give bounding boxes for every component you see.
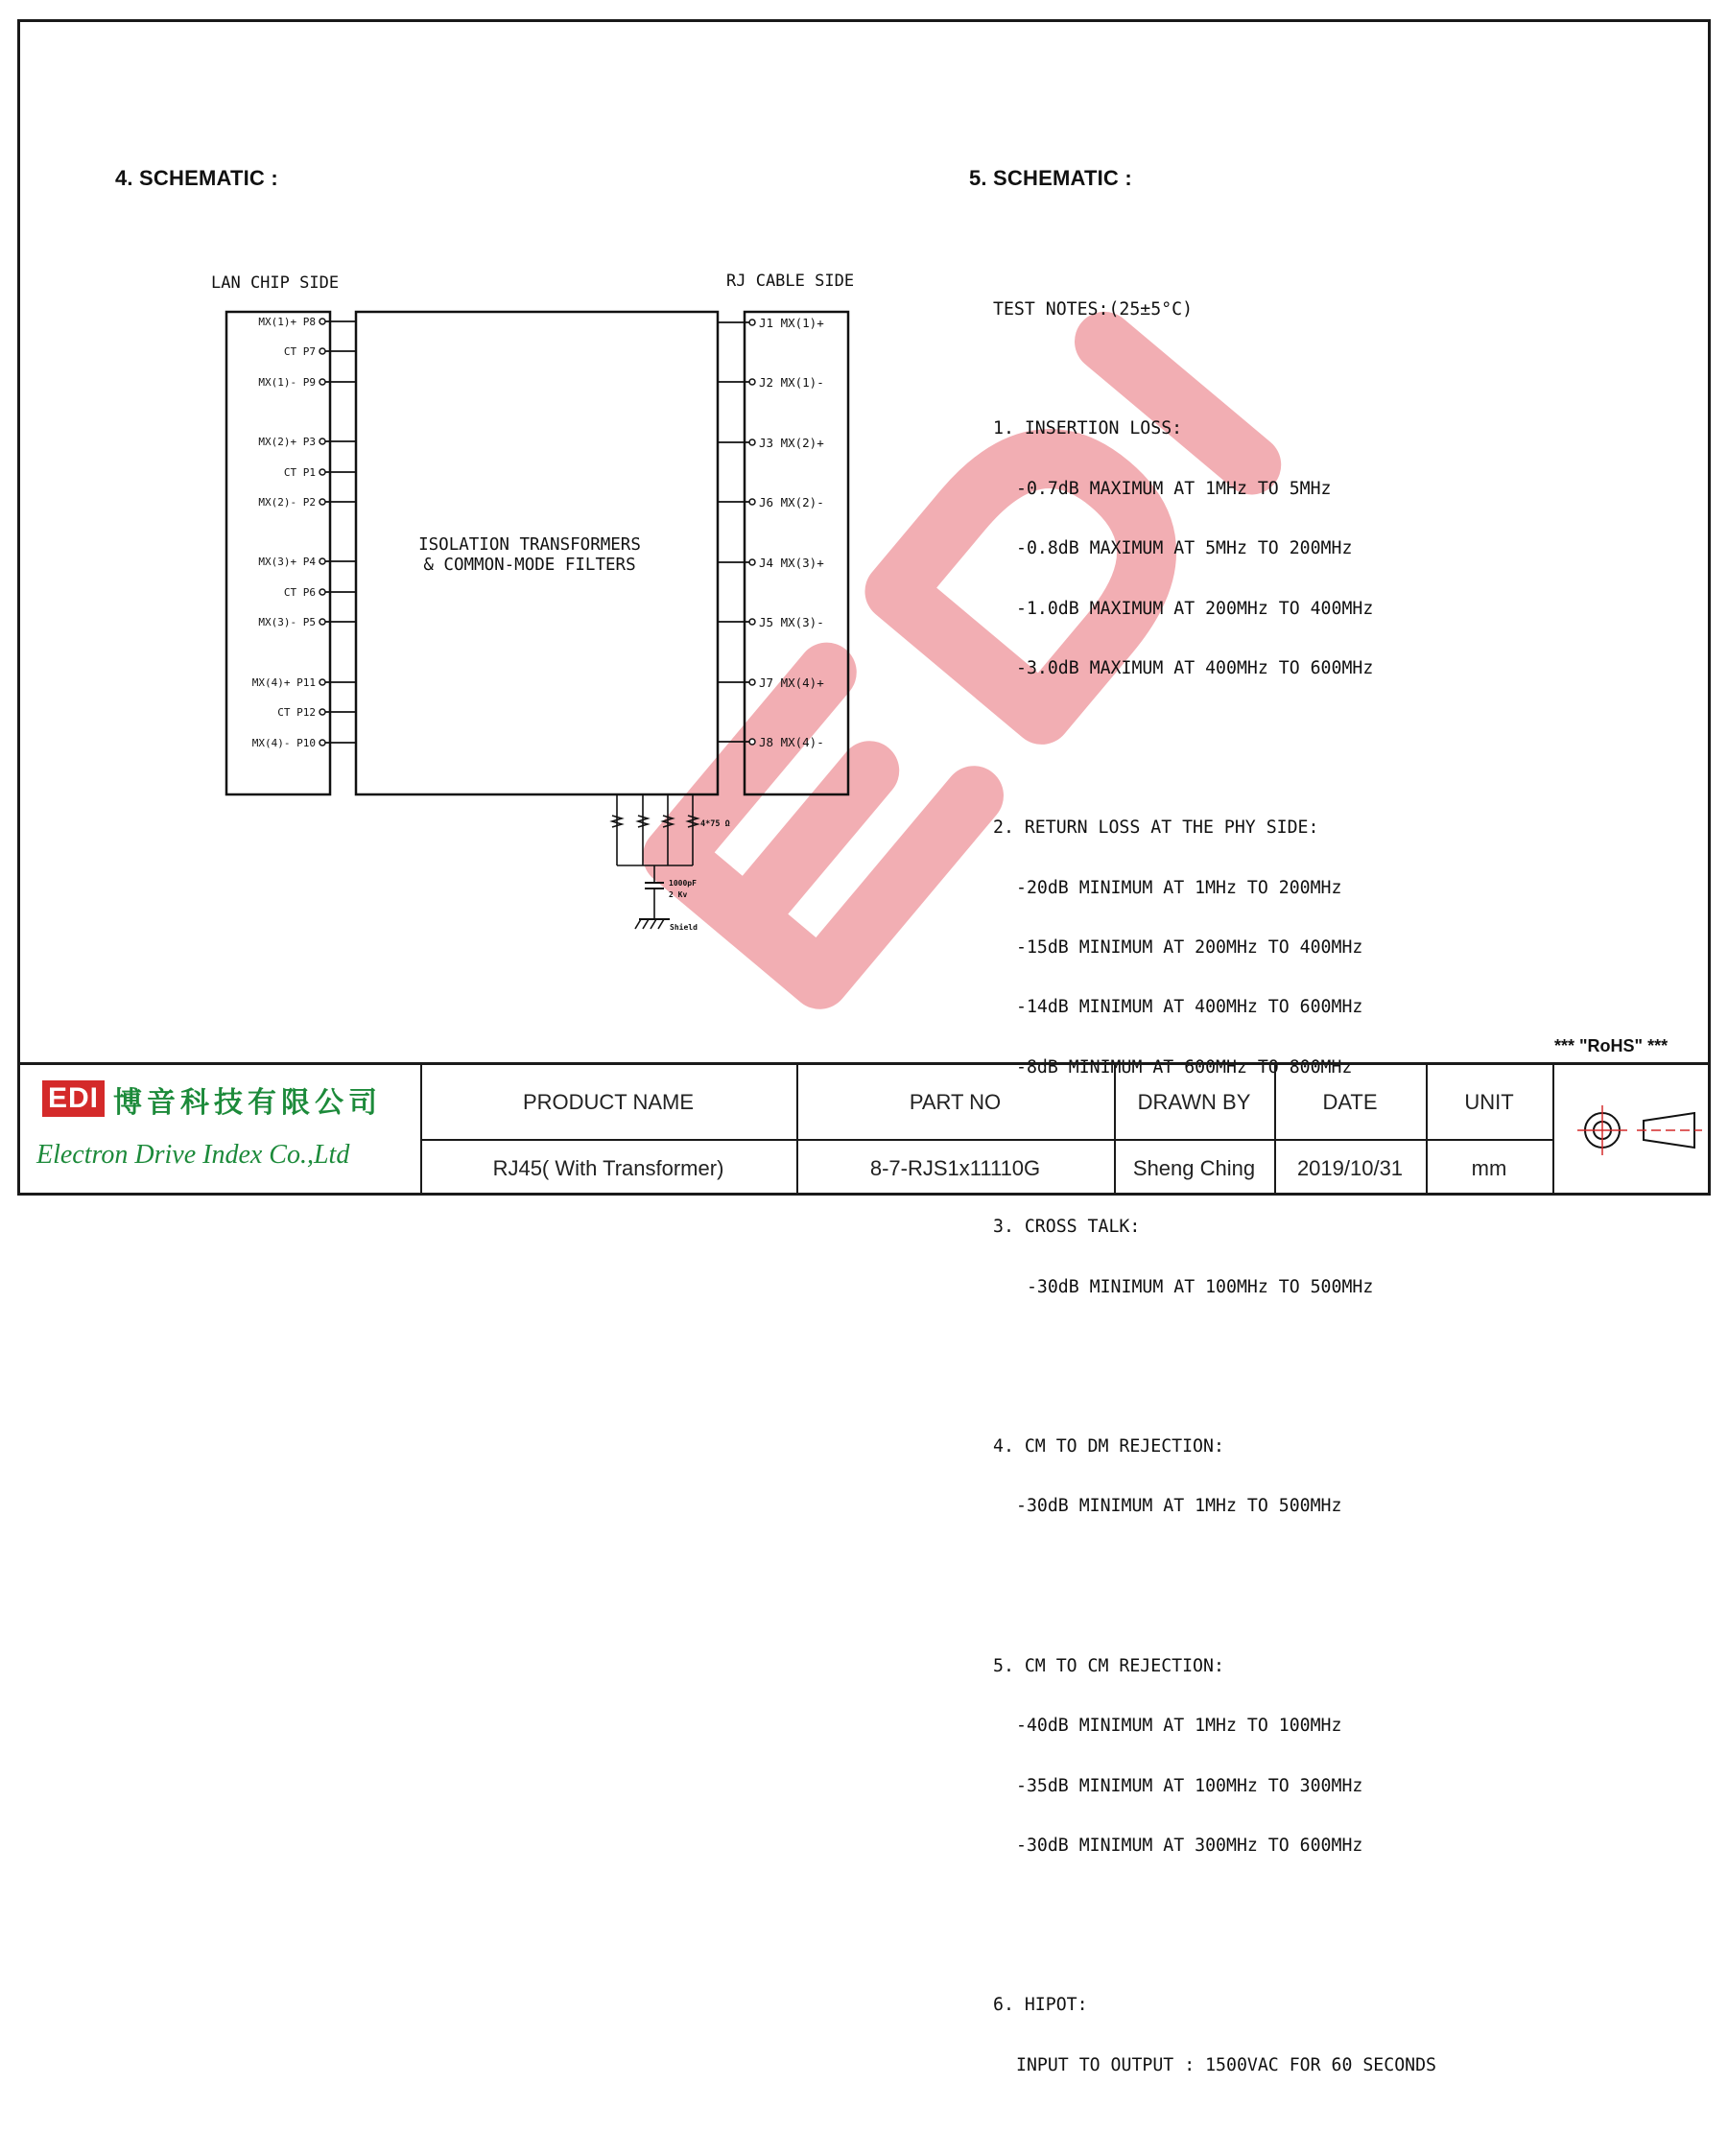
date-value: 2019/10/31 <box>1296 1156 1404 1180</box>
left-pin <box>284 586 356 599</box>
note-line: -0.7dB MAXIMUM AT 1MHz TO 5MHz <box>1016 478 1332 499</box>
unit-value: mm <box>1471 1156 1507 1180</box>
note-section <box>993 380 1436 720</box>
left-pin <box>258 316 356 328</box>
left-pin <box>252 676 356 689</box>
note-heading: 2. RETURN LOSS AT THE PHY SIDE: <box>993 817 1319 839</box>
section-4-heading: 4. SCHEMATIC : <box>115 166 278 190</box>
left-pin <box>258 496 356 509</box>
part-no-label: PART NO <box>909 1089 1002 1114</box>
svg-text:J3 MX(2)+: J3 MX(2)+ <box>759 436 824 450</box>
left-pin <box>258 616 356 628</box>
note-line: -20dB MINIMUM AT 1MHz TO 200MHz <box>1016 877 1342 898</box>
note-line: -40dB MINIMUM AT 1MHz TO 100MHz <box>1016 1716 1342 1737</box>
right-pin <box>718 436 824 450</box>
right-pin <box>718 375 824 390</box>
right-pin <box>718 675 824 690</box>
title-block <box>17 1062 1711 1196</box>
right-pin <box>718 556 824 570</box>
part-no-value: 8-7-RJS1x11110G <box>869 1156 1041 1180</box>
svg-text:MX(1)+ P8: MX(1)+ P8 <box>258 316 316 328</box>
svg-text:J7 MX(4)+: J7 MX(4)+ <box>759 675 824 690</box>
svg-text:MX(4)- P10: MX(4)- P10 <box>251 737 316 749</box>
note-heading: 3. CROSS TALK: <box>993 1217 1141 1238</box>
svg-text:MX(3)- P5: MX(3)- P5 <box>258 616 316 628</box>
svg-text:J1 MX(1)+: J1 MX(1)+ <box>759 316 824 330</box>
left-pin <box>284 466 356 479</box>
product-name-value: RJ45( With Transformer) <box>492 1156 724 1180</box>
note-line: -3.0dB MAXIMUM AT 400MHz TO 600MHz <box>1016 657 1374 678</box>
ground-symbol <box>635 919 670 929</box>
note-line: -30dB MINIMUM AT 300MHz TO 600MHz <box>1016 1835 1363 1856</box>
svg-text:J2 MX(1)-: J2 MX(1)- <box>759 375 824 390</box>
svg-text:CT P6: CT P6 <box>283 586 316 599</box>
drawn-by-label: DRAWN BY <box>1137 1089 1251 1114</box>
left-pin <box>258 556 356 568</box>
right-pin <box>718 615 824 629</box>
note-heading: 6. HIPOT: <box>993 1995 1088 2016</box>
svg-text:J5 MX(3)-: J5 MX(3)- <box>759 615 824 629</box>
center-label-line2: & COMMON-MODE FILTERS <box>423 556 636 575</box>
svg-text:J8 MX(4)-: J8 MX(4)- <box>759 735 824 749</box>
svg-text:MX(2)+ P3: MX(2)+ P3 <box>258 436 316 448</box>
svg-text:MX(2)- P2: MX(2)- P2 <box>258 496 316 509</box>
rj-cable-side-label: RJ CABLE SIDE <box>726 272 855 291</box>
left-pin-group <box>252 316 356 749</box>
test-notes-title: TEST NOTES:(25±5°C) <box>993 298 1194 320</box>
note-line: -1.0dB MAXIMUM AT 200MHz TO 400MHz <box>1016 598 1374 619</box>
company-name-chinese: 博音科技有限公司 <box>113 1086 382 1120</box>
unit-label: UNIT <box>1464 1089 1514 1114</box>
capacitor-symbol <box>645 883 664 888</box>
drawn-by-value: Sheng Ching <box>1132 1156 1256 1180</box>
svg-text:CT P7: CT P7 <box>283 345 316 358</box>
rohs-mark: *** "RoHS" *** <box>1554 1036 1669 1055</box>
svg-text:MX(1)- P9: MX(1)- P9 <box>258 376 316 389</box>
note-heading: 4. CM TO DM REJECTION: <box>993 1436 1224 1457</box>
test-notes <box>993 260 1436 2156</box>
note-heading: 1. INSERTION LOSS: <box>993 418 1183 439</box>
note-line: -30dB MINIMUM AT 1MHz TO 500MHz <box>1016 1496 1342 1517</box>
note-line: -30dB MINIMUM AT 100MHz TO 500MHz <box>1016 1276 1374 1297</box>
svg-text:CT P12: CT P12 <box>277 706 316 719</box>
lan-chip-side-label: LAN CHIP SIDE <box>211 273 340 293</box>
right-pin <box>718 495 824 509</box>
note-section <box>993 1397 1436 1556</box>
svg-text:J4 MX(3)+: J4 MX(3)+ <box>759 556 824 570</box>
edi-logo-mark: EDI <box>42 1080 105 1117</box>
capacitor-label-line2: 2 Kv <box>669 890 688 899</box>
note-section <box>993 1178 1436 1338</box>
svg-text:MX(3)+ P4: MX(3)+ P4 <box>258 556 316 568</box>
note-section <box>993 1617 1436 1896</box>
center-label-line1: ISOLATION TRANSFORMERS <box>418 535 641 555</box>
product-name-label: PRODUCT NAME <box>522 1089 695 1114</box>
note-line: -0.8dB MAXIMUM AT 5MHz TO 200MHz <box>1016 538 1353 559</box>
left-pin <box>258 376 356 389</box>
note-line: INPUT TO OUTPUT : 1500VAC FOR 60 SECONDS <box>1016 2054 1436 2075</box>
svg-text:J6 MX(2)-: J6 MX(2)- <box>759 495 824 509</box>
svg-text:MX(4)+ P11: MX(4)+ P11 <box>251 676 316 689</box>
left-pin <box>252 737 356 749</box>
resistor-label: 4*75 Ω <box>700 819 730 829</box>
svg-text:CT P1: CT P1 <box>283 466 316 479</box>
section-5-heading: 5. SCHEMATIC : <box>969 166 1132 190</box>
note-line: -8dB MINIMUM AT 600MHz TO 800MHz <box>1016 1056 1353 1078</box>
left-pin <box>284 345 356 358</box>
left-pin <box>258 436 356 448</box>
capacitor-label-line1: 1000pF <box>669 879 697 888</box>
company-name-english: Electron Drive Index Co.,Ltd <box>36 1140 350 1170</box>
right-pin <box>718 316 824 330</box>
note-line: -14dB MINIMUM AT 400MHz TO 600MHz <box>1016 997 1363 1018</box>
right-pin-group <box>718 316 824 749</box>
note-heading: 5. CM TO CM REJECTION: <box>993 1655 1224 1676</box>
shield-label: Shield <box>670 923 698 932</box>
date-label: DATE <box>1322 1089 1378 1114</box>
third-angle-projection-icon <box>1552 1065 1711 1198</box>
note-line: -35dB MINIMUM AT 100MHz TO 300MHz <box>1016 1775 1363 1796</box>
left-pin <box>277 706 356 719</box>
note-section <box>993 1956 1436 2116</box>
note-line: -15dB MINIMUM AT 200MHz TO 400MHz <box>1016 937 1363 959</box>
